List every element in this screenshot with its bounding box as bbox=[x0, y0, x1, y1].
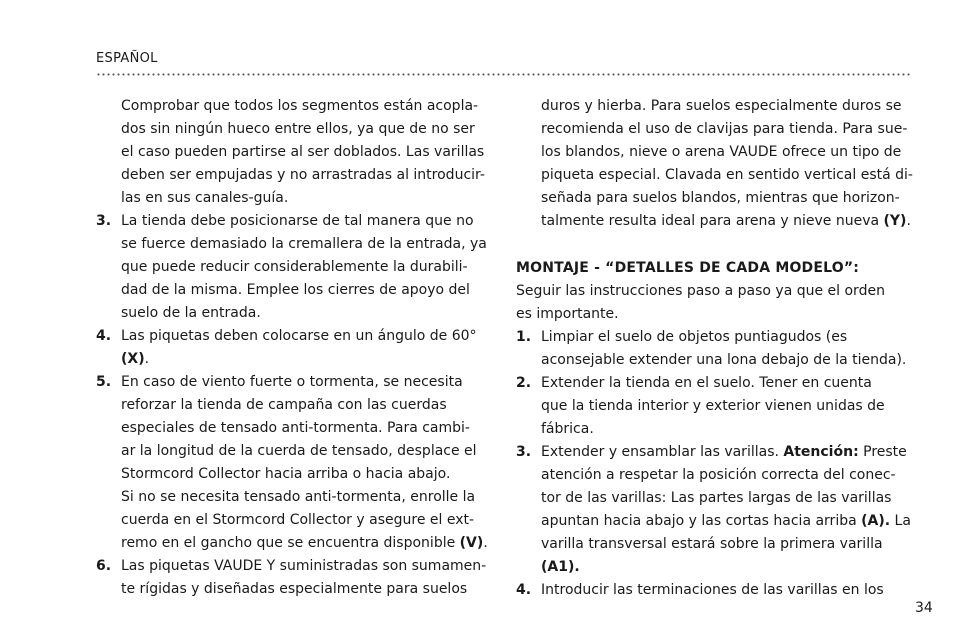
list-number: 4. bbox=[516, 582, 532, 598]
text-line: Extender la tienda en el suelo. Tener en cuenta bbox=[541, 375, 872, 391]
punctuation: . bbox=[906, 213, 911, 229]
text-line: dad de la misma. Emplee los cierres de apoyo del bbox=[121, 282, 470, 298]
text-line: dos sin ningún hueco entre ellos, ya que de no ser bbox=[121, 121, 475, 137]
text-line: Introducir las terminaciones de las varillas en los bbox=[541, 582, 884, 598]
figure-ref: (A1). bbox=[541, 559, 580, 575]
text-line: señada para suelos blandos, mientras que horizon- bbox=[541, 190, 900, 206]
punctuation: . bbox=[483, 535, 488, 551]
list-item-4 bbox=[96, 325, 496, 371]
text-line: las en sus canales-guía. bbox=[121, 190, 289, 206]
text-line: cuerda en el Stormcord Collector y asegure el ext- bbox=[121, 512, 475, 528]
text-line bbox=[121, 348, 496, 371]
punctuation: . bbox=[144, 351, 150, 367]
text-line: fábrica. bbox=[541, 421, 594, 437]
text-line: suelo de la entrada. bbox=[121, 305, 261, 321]
text-line: aconsejable extender una lona debajo de la tienda). bbox=[541, 352, 907, 368]
text-line: tor de las varillas: Las partes largas de las varillas bbox=[541, 490, 892, 506]
text-line: ar la longitud de la cuerda de tensado, desplace el bbox=[121, 443, 477, 459]
text-line: te rígidas y diseñadas especialmente para suelos bbox=[121, 581, 468, 597]
attention-label: Atención: bbox=[783, 444, 859, 460]
text-segment: Extender y ensamblar las varillas. bbox=[541, 444, 784, 460]
text-line: el caso pueden partirse al ser doblados. Las varillas bbox=[121, 144, 485, 160]
list-number: 3. bbox=[516, 444, 532, 460]
list-item-3 bbox=[96, 210, 496, 325]
list-item-6 bbox=[96, 555, 496, 601]
text-line: es importante. bbox=[516, 306, 619, 322]
text-line: Stormcord Collector hacia arriba o hacia abajo. bbox=[121, 466, 451, 482]
text-line: especiales de tensado anti-tormenta. Para cambi- bbox=[121, 420, 470, 436]
figure-ref: (Y) bbox=[883, 213, 907, 229]
step-4 bbox=[516, 579, 916, 602]
text-line: Comprobar que todos los segmentos están acopla- bbox=[121, 98, 479, 114]
page-number: 34 bbox=[915, 600, 933, 616]
list-number: 2. bbox=[516, 375, 532, 391]
list-number: 4. bbox=[96, 328, 112, 344]
text-line: Si no se necesita tensado anti-tormenta, enrolle la bbox=[121, 489, 476, 505]
text-line: Seguir las instrucciones paso a paso ya que el orden bbox=[516, 283, 885, 299]
section-heading: MONTAJE - “DETALLES DE CADA MODELO”: bbox=[516, 260, 860, 276]
step-1 bbox=[516, 326, 916, 372]
list-number: 5. bbox=[96, 374, 112, 390]
left-column bbox=[96, 95, 496, 601]
right-column bbox=[516, 95, 916, 602]
figure-ref: (X) bbox=[121, 351, 145, 367]
text-line bbox=[541, 441, 916, 464]
figure-ref: (V) bbox=[459, 535, 484, 551]
text-line bbox=[121, 532, 496, 555]
text-line: se fuerce demasiado la cremallera de la entrada, ya bbox=[121, 236, 487, 252]
step-3 bbox=[516, 441, 916, 579]
list-item-5 bbox=[96, 371, 496, 555]
text-line: La tienda debe posicionarse de tal manera que no bbox=[121, 213, 474, 229]
text-line: En caso de viento fuerte o tormenta, se necesita bbox=[121, 374, 463, 390]
list-number: 6. bbox=[96, 558, 112, 574]
left-intro-paragraph bbox=[96, 95, 496, 210]
text-line: Las piquetas deben colocarse en un ángulo de 60° bbox=[121, 328, 477, 344]
text-line: piqueta especial. Clavada en sentido vertical está di- bbox=[541, 167, 913, 183]
text-segment: remo en el gancho que se encuentra disponible bbox=[121, 535, 460, 551]
text-segment: talmente resulta ideal para arena y nieve nueva bbox=[541, 213, 884, 229]
text-line: Limpiar el suelo de objetos puntiagudos (es bbox=[541, 329, 848, 345]
text-segment: Preste bbox=[858, 444, 907, 460]
figure-ref: (A). bbox=[861, 513, 891, 529]
text-line: que puede reducir considerablemente la durabili- bbox=[121, 259, 468, 275]
assembly-intro bbox=[516, 280, 916, 326]
text-line: atención a respetar la posición correcta del conec- bbox=[541, 467, 896, 483]
text-line: reforzar la tienda de campaña con las cuerdas bbox=[121, 397, 447, 413]
text-segment: La bbox=[890, 513, 911, 529]
text-line: que la tienda interior y exterior vienen unidas de bbox=[541, 398, 885, 414]
text-line bbox=[541, 210, 916, 233]
list-number: 1. bbox=[516, 329, 532, 345]
text-line: recomienda el uso de clavijas para tienda. Para sue- bbox=[541, 121, 908, 137]
text-segment: apuntan hacia abajo y las cortas hacia arriba bbox=[541, 513, 862, 529]
section-header: ESPAÑOL bbox=[96, 51, 158, 66]
right-continuation-paragraph bbox=[516, 95, 916, 233]
dotted-divider bbox=[96, 73, 912, 76]
text-line: varilla transversal estará sobre la primera varilla bbox=[541, 536, 883, 552]
step-2 bbox=[516, 372, 916, 441]
text-line bbox=[541, 510, 916, 533]
list-number: 3. bbox=[96, 213, 112, 229]
text-line bbox=[541, 556, 916, 579]
text-line: duros y hierba. Para suelos especialmente duros se bbox=[541, 98, 902, 114]
text-line: los blandos, nieve o arena VAUDE ofrece un tipo de bbox=[541, 144, 902, 160]
text-line: Las piquetas VAUDE Y suministradas son sumamen- bbox=[121, 558, 487, 574]
text-line: deben ser empujadas y no arrastradas al introducir- bbox=[121, 167, 485, 183]
